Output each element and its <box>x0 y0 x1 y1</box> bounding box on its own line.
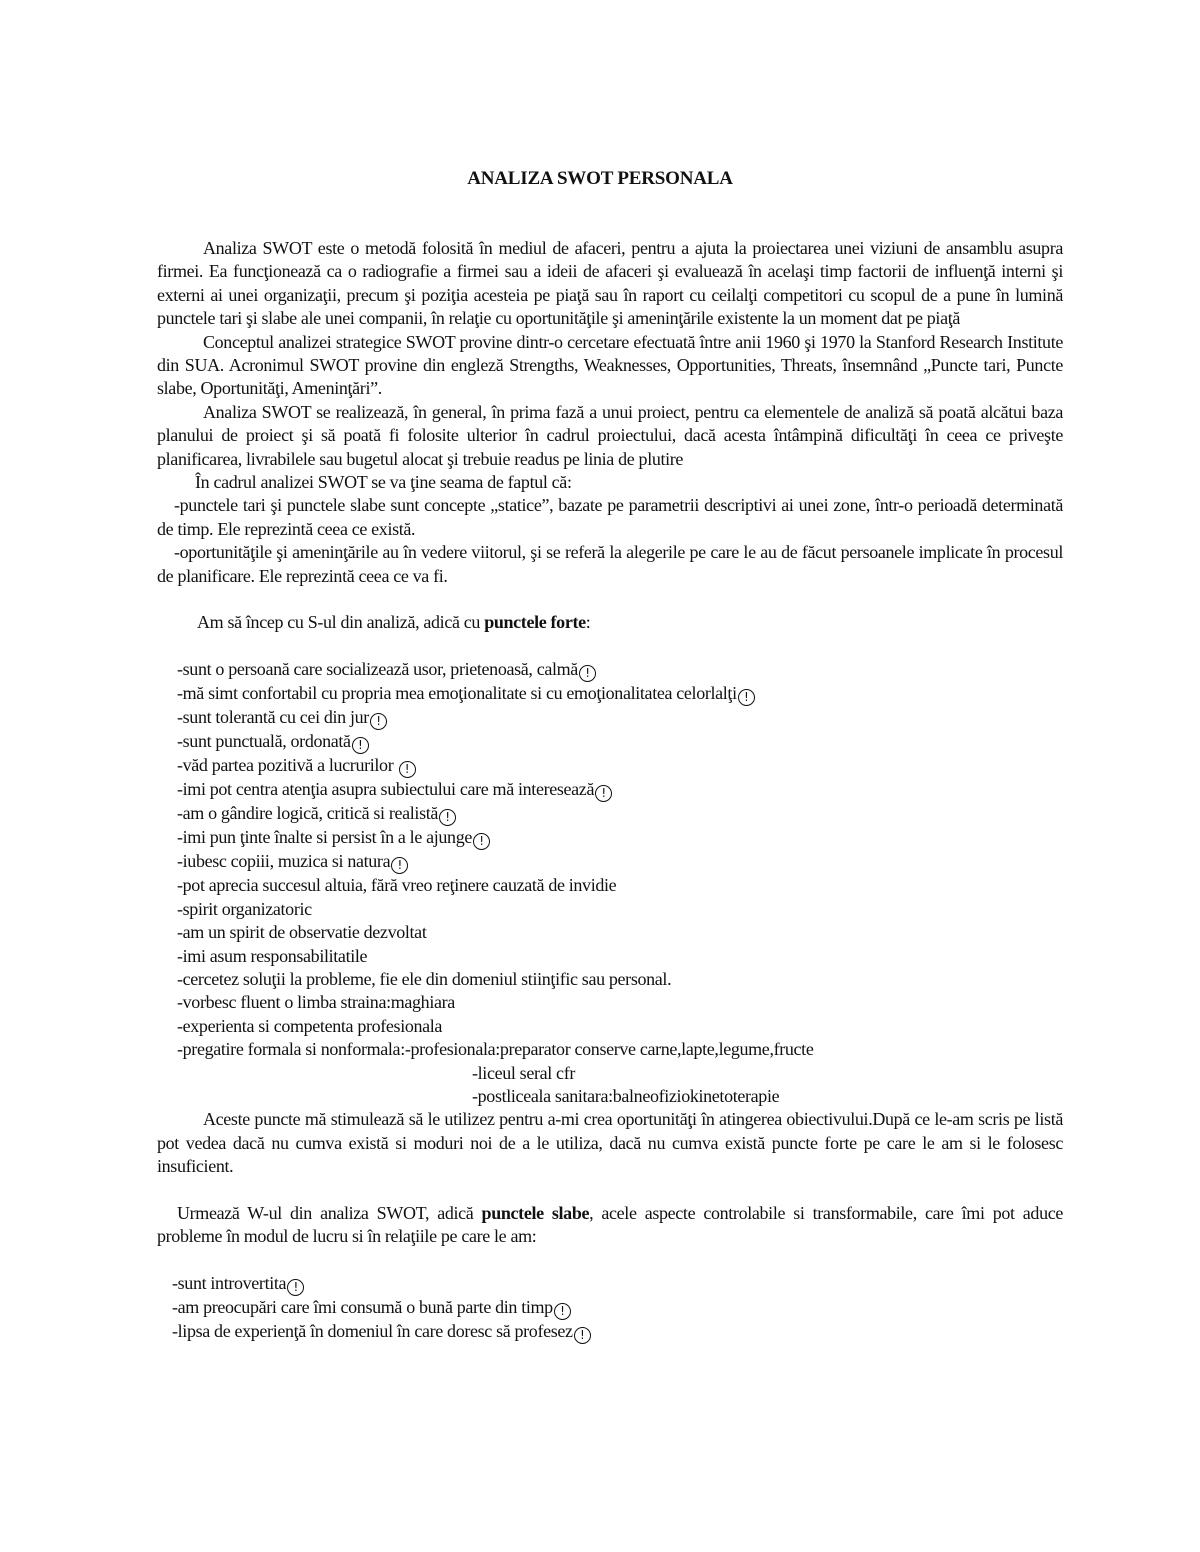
smiley-icon: ! <box>439 809 456 826</box>
strengths-closing: Aceste puncte mă stimulează să le utilizez pentru a-mi crea oportunităţi în atingerea obiectivului.După ce le-am scris pe listă pot vedea dacă nu cumva există si moduri noi de a le utiliza, dacă nu cumva există puncte forte pe care le am si le folosesc insuficient. <box>157 1109 1063 1177</box>
strengths-keyword: punctele forte <box>484 612 586 633</box>
document-body <box>157 237 1063 1344</box>
smiley-icon: ! <box>579 665 596 682</box>
list-item: -vorbesc fluent o limba straina:maghiara <box>177 992 455 1013</box>
list-item: -sunt introvertita ! <box>172 1272 1063 1296</box>
smiley-icon: ! <box>287 1279 304 1296</box>
list-item: -am un spirit de observatie dezvoltat <box>177 922 427 943</box>
list-item: -sunt tolerantă cu cei din jur ! <box>177 706 1063 730</box>
strengths-list <box>157 658 1063 1108</box>
weaknesses-keyword: punctele slabe <box>481 1202 590 1223</box>
intro-paragraph-2: Conceptul analizei strategice SWOT provine dintr-o cercetare efectuată între anii 1960 şi 1970 la Stanford Research Institute din SUA. Acronimul SWOT provine din engleză Strengths, Weaknesses, Opportunities, Threats, însemnând „Puncte tari, Puncte slabe, Oportunităţi, Ameninţări”. <box>157 331 1063 399</box>
page-title: ANALIZA SWOT PERSONALA <box>467 168 733 189</box>
smiley-icon: ! <box>473 833 490 850</box>
intro-paragraph-1: Analiza SWOT este o metodă folosită în mediul de afaceri, pentru a ajuta la proiectarea unei viziuni de ansamblu asupra firmei. Ea funcţionează ca o radiografie a firmei sau a ideii de afaceri şi evaluează în acelaşi timp factorii de influenţă interni şi externi ai unei organizaţii, precum şi poziţia acesteia pe piaţă sau în raport cu ceilalţi competitori cu scopul de a pune în lumină punctele tari şi slabe ale unei companii, în relaţie cu oportunităţile şi ameninţările existente la un moment dat pe piaţă <box>157 238 1063 329</box>
list-sub-item: -postliceala sanitara:balneofiziokinetoterapie <box>472 1085 780 1106</box>
list-item: -lipsa de experienţă în domeniul în care doresc să profesez ! <box>172 1320 1063 1344</box>
intro-paragraph-4: În cadrul analizei SWOT se va ţine seama de faptul că: <box>195 472 572 493</box>
list-item: -sunt o persoană care socializează usor, prietenoasă, calmă ! <box>177 658 1063 682</box>
list-item: -am preocupări care îmi consumă o bună parte din timp ! <box>172 1296 1063 1320</box>
list-item: -am o gândire logică, critică si realistă ! <box>177 802 1063 826</box>
list-item: -văd partea pozitivă a lucrurilor ! <box>177 754 1063 778</box>
smiley-icon: ! <box>399 761 416 778</box>
smiley-icon: ! <box>574 1327 591 1344</box>
intro-paragraph-5: -punctele tari şi punctele slabe sunt concepte „statice”, bazate pe parametrii descriptivi ai unei zone, într-o perioadă determinată de timp. Ele reprezintă ceea ce există. <box>157 495 1063 539</box>
list-item: -imi pun ţinte înalte si persist în a le ajunge ! <box>177 826 1063 850</box>
smiley-icon: ! <box>595 785 612 802</box>
list-item: -imi pot centra atenţia asupra subiectului care mă interesează ! <box>177 778 1063 802</box>
list-sub-item: -liceul seral cfr <box>472 1062 575 1083</box>
weaknesses-list <box>157 1272 1063 1344</box>
smiley-icon: ! <box>370 713 387 730</box>
list-item: -pregatire formala si nonformala:-profesionala:preparator conserve carne,lapte,legume,fructe <box>177 1039 814 1060</box>
list-item: -iubesc copiii, muzica si natura ! <box>177 850 1063 874</box>
list-item: -sunt punctuală, ordonată ! <box>177 730 1063 754</box>
strengths-heading: Am să încep cu S-ul din analiză, adică cu punctele forte: <box>197 612 591 633</box>
smiley-icon: ! <box>391 857 408 874</box>
smiley-icon: ! <box>554 1303 571 1320</box>
intro-paragraph-3: Analiza SWOT se realizează, în general, în prima fază a unui proiect, pentru ca elementele de analiză să poată alcătui baza planului de proiect şi să poată fi folosite ulterior în cadrul proiectului, dacă acesta întâmpină dificultăţi în ceea ce priveşte planificarea, livrabilele sau bugetul alocat şi trebuie readus pe linia de plutire <box>157 401 1063 469</box>
smiley-icon: ! <box>352 737 369 754</box>
list-item: -experienta si competenta profesionala <box>177 1015 443 1036</box>
list-item: -imi asum responsabilitatile <box>177 945 368 966</box>
list-item: -cercetez soluţii la probleme, fie ele din domeniul stiinţific sau personal. <box>177 968 672 989</box>
list-item: -spirit organizatoric <box>177 898 312 919</box>
weaknesses-heading: Urmează W-ul din analiza SWOT, adică punctele slabe, acele aspecte controlabile si transformabile, care îmi pot aduce probleme în modul de lucru si în relaţiile pe care le am: <box>157 1202 1063 1247</box>
list-item: -mă simt confortabil cu propria mea emoţionalitate si cu emoţionalitatea celorlalţi ! <box>177 682 1063 706</box>
smiley-icon: ! <box>738 689 755 706</box>
intro-paragraph-6: -oportunităţile şi ameninţările au în vedere viitorul, şi se referă la alegerile pe care le au de făcut persoanele implicate în procesul de planificare. Ele reprezintă ceea ce va fi. <box>157 542 1063 586</box>
list-item: -pot aprecia succesul altuia, fără vreo reţinere cauzată de invidie <box>177 875 617 896</box>
